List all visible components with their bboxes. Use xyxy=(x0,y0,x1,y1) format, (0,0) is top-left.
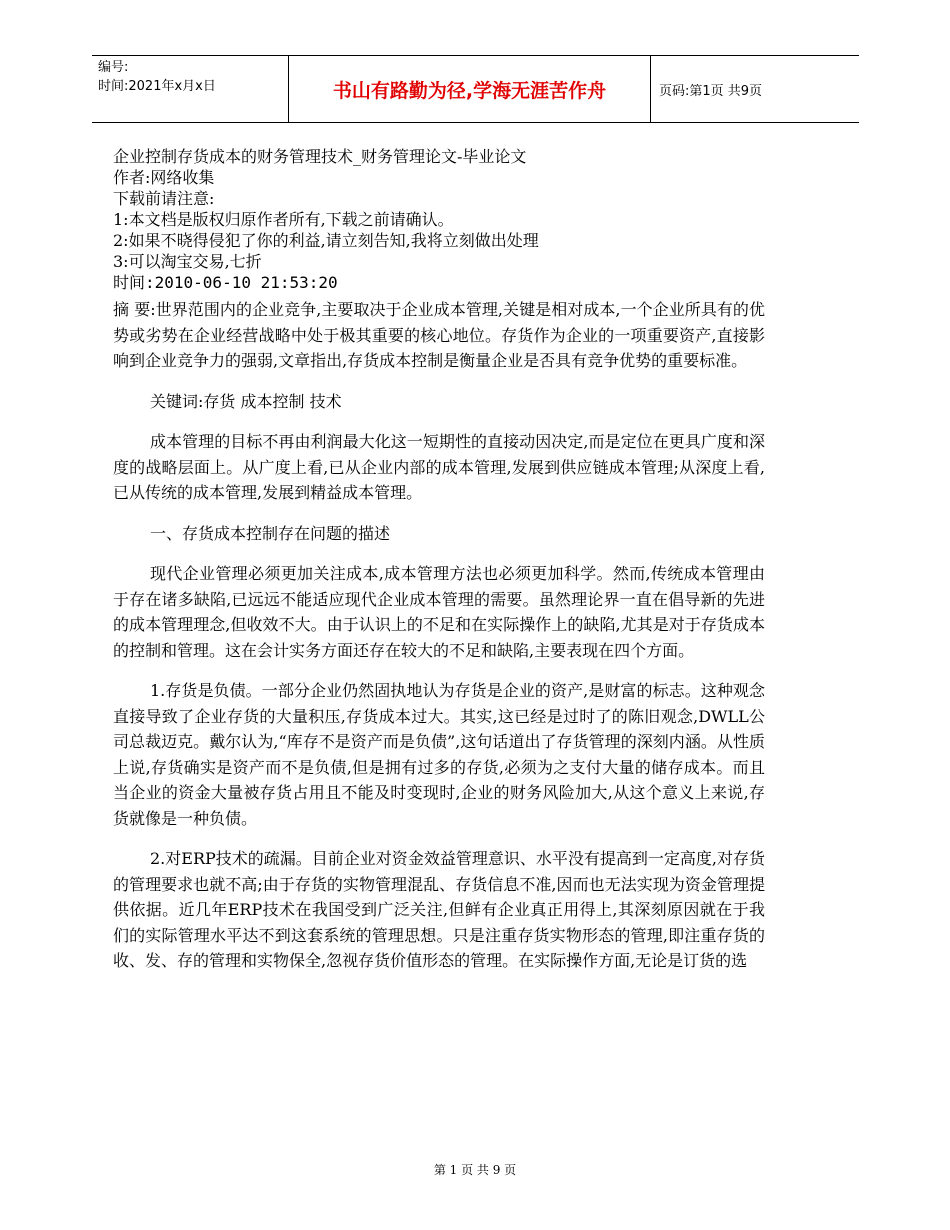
notice-item-3: 3:可以淘宝交易,七折 xyxy=(113,252,262,271)
footer-page-label: 第 1 页 共 9 页 xyxy=(433,1163,517,1177)
abstract-paragraph: 摘 要:世界范围内的企业竞争,主要取决于企业成本管理,关键是相对成本,一个企业所具有的优势或劣势在企业经营战略中处于极其重要的核心地位。存货作为企业的一项重要资产,直接影响到企业竞争力的强弱,文章指出,存货成本控制是衡量企业是否具有竞争优势的重要标准。 xyxy=(113,300,765,370)
header-table xyxy=(92,55,859,123)
document-body xyxy=(113,146,765,974)
page-footer xyxy=(0,1161,950,1178)
serial-label: 编号: xyxy=(98,60,129,75)
body-paragraph-4: 2.对ERP技术的疏漏。目前企业对资金效益管理意识、水平没有提高到一定高度,对存货的管理要求也就不高;由于存货的实物管理混乱、存货信息不准,因而也无法实现为资金管理提供依据。近几年ERP技术在我国受到广泛关注,但鲜有企业真正用得上,其深刻原因就在于我们的实际管理水平达不到这套系统的管理思想。只是注重存货实物形态的管理,即注重存货的收、发、存的管理和实物保全,忽视存货价值形态的管理。在实际操作方面,无论是订货的选 xyxy=(113,849,765,970)
notice-item-1: 1:本文档是版权归原作者所有,下载之前请确认。 xyxy=(113,210,454,229)
header-left-cell xyxy=(92,56,288,122)
section-heading-1: 一、存货成本控制存在问题的描述 xyxy=(150,523,391,543)
header-page-cell xyxy=(651,56,859,122)
body-paragraph-1: 成本管理的目标不再由利润最大化这一短期性的直接动因决定,而是定位在更具广度和深度的战略层面上。从广度上看,已从企业内部的成本管理,发展到供应链成本管理;从深度上看,已从传统的成本管理,发展到精益成本管理。 xyxy=(113,432,765,502)
page-info: 页码:第1页 共9页 xyxy=(659,83,763,99)
motto-text: 书山有路勤为径,学海无涯苦作舟 xyxy=(332,79,607,102)
time-label: 时间:2021年x月x日 xyxy=(98,79,216,94)
body-paragraph-2: 现代企业管理必须更加关注成本,成本管理方法也必须更加科学。然而,传统成本管理由于存在诸多缺陷,已远远不能适应现代企业成本管理的需要。虽然理论界一直在倡导新的先进的成本管理理念,但收效不大。由于认识上的不足和在实际操作上的缺陷,尤其是对于存货成本的控制和管理。这在会计实务方面还存在较大的不足和缺陷,主要表现在四个方面。 xyxy=(113,564,765,660)
notice-item-2: 2:如果不晓得侵犯了你的利益,请立刻告知,我将立刻做出处理 xyxy=(113,231,539,250)
doc-datetime: 时间:2010-06-10 21:53:20 xyxy=(113,273,338,292)
doc-title: 企业控制存货成本的财务管理技术_财务管理论文-毕业论文 xyxy=(113,147,527,166)
header-motto-cell xyxy=(288,56,651,122)
notice-title: 下载前请注意: xyxy=(113,189,215,208)
keywords-line: 关键词:存货 成本控制 技术 xyxy=(150,391,342,411)
doc-author: 作者:网络收集 xyxy=(113,168,215,187)
body-paragraph-3: 1.存货是负债。一部分企业仍然固执地认为存货是企业的资产,是财富的标志。这种观念直接导致了企业存货的大量积压,存货成本过大。其实,这已经是过时了的陈旧观念,DWLL公司总裁迈克。戴尔认为,“库存不是资产而是负债”,这句话道出了存货管理的深刻内涵。从性质上说,存货确实是资产而不是负债,但是拥有过多的存货,必须为之支付大量的储存成本。而且当企业的资金大量被存货占用且不能及时变现时,企业的财务风险加大,从这个意义上来说,存货就像是一种负债。 xyxy=(113,681,765,828)
